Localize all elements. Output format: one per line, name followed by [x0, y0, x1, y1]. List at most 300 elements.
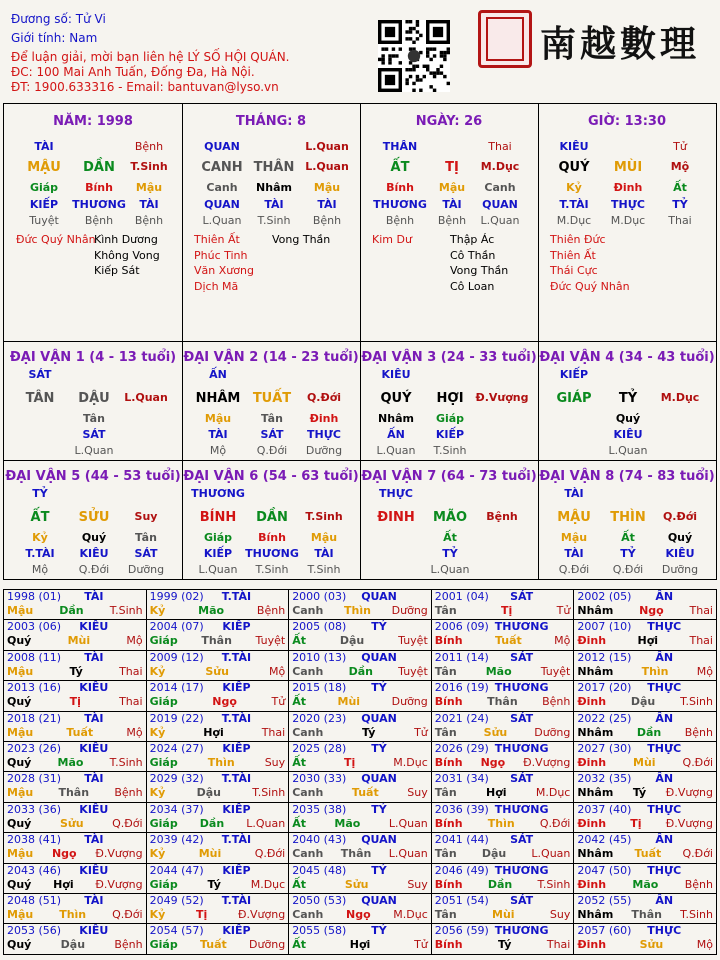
year-god: T.TÀI: [221, 772, 252, 786]
dai-van-title: ĐẠI VẬN 6 (54 - 63 tuổi): [183, 469, 359, 484]
table-row: [4, 620, 717, 650]
year-label: 2005 (08): [292, 620, 347, 634]
year-branch: Tý: [362, 725, 376, 739]
year-god: KIÊU: [79, 742, 109, 756]
year-god: QUAN: [361, 711, 397, 725]
dai-van-title: ĐẠI VẬN 5 (44 - 53 tuổi): [5, 469, 181, 484]
year-stage: Suy: [407, 877, 428, 891]
year-god: THỰC: [647, 924, 682, 938]
year-cell: [289, 742, 432, 772]
dai-van-value: Kỷ: [32, 531, 48, 544]
year-stage: L.Quan: [388, 847, 428, 861]
pillar-value: TÀI: [442, 198, 462, 211]
year-god: QUAN: [361, 833, 397, 847]
table-row: [4, 742, 717, 772]
pillar-value: THÂN: [382, 140, 418, 153]
dai-van-value: THÌN: [610, 510, 646, 525]
owner-label: Đương số:: [11, 12, 72, 26]
dai-van-value: QUÝ: [380, 391, 412, 406]
year-cell: [289, 620, 432, 650]
year-branch: Dậu: [339, 634, 365, 648]
year-god: THƯƠNG: [494, 620, 549, 634]
year-god: KIẾP: [222, 620, 251, 634]
year-god: THƯƠNG: [494, 742, 549, 756]
pillar-value: TÀI: [34, 140, 54, 153]
year-god: THƯƠNG: [494, 802, 549, 816]
year-label: 2008 (11): [7, 650, 62, 664]
year-label: 2012 (15): [577, 650, 632, 664]
year-stage: Tuyệt: [540, 664, 571, 678]
dai-van-value: Giáp: [435, 412, 465, 425]
year-cell: [4, 711, 147, 741]
year-branch: Tị: [501, 604, 513, 617]
year-stage: Mộ: [696, 938, 713, 952]
year-branch: Ngọ: [480, 756, 506, 770]
year-label: 2024 (27): [149, 742, 204, 756]
dai-van-value: L.Quan: [124, 391, 168, 404]
year-stem: Bính: [434, 756, 463, 770]
year-branch: Tuất: [66, 725, 94, 739]
table-row: [4, 924, 717, 955]
year-cell: [431, 924, 574, 955]
year-cell: [4, 650, 147, 680]
year-label: 2040 (43): [292, 833, 347, 847]
year-stem: Ất: [292, 634, 306, 648]
year-stage: T.Sinh: [680, 908, 713, 922]
year-branch: Tị: [69, 695, 81, 709]
star-name: Dịch Mã: [194, 279, 239, 293]
dai-van-value: SÁT: [134, 547, 158, 560]
year-god: QUAN: [361, 650, 397, 664]
year-stem: Quý: [7, 938, 32, 952]
year-branch: Sửu: [59, 816, 84, 830]
year-cell: [574, 924, 717, 955]
pillars-panel: [3, 103, 717, 580]
star-name: Đức Quý Nhân: [550, 279, 630, 293]
table-row: [4, 833, 717, 863]
year-label: 2051 (54): [434, 894, 489, 908]
year-label: 2041 (44): [434, 833, 489, 847]
year-label: 2028 (31): [7, 772, 62, 786]
year-stage: Thai: [119, 695, 143, 709]
year-branch: Hợi: [203, 725, 224, 739]
year-stage: Mộ: [554, 634, 571, 648]
year-god: TỶ: [371, 924, 387, 938]
year-stage: M.Dục: [535, 786, 571, 800]
year-branch: Mão: [334, 816, 361, 830]
year-branch: Thìn: [59, 908, 87, 922]
year-god: TÀI: [84, 711, 104, 725]
dai-van-title: ĐẠI VẬN 2 (14 - 23 tuổi): [183, 350, 359, 365]
year-stem: Quý: [7, 816, 32, 830]
year-cell: [574, 681, 717, 711]
year-stem: Tân: [434, 786, 457, 800]
year-god: TỶ: [371, 742, 387, 756]
year-stem: Tân: [434, 908, 457, 922]
year-branch: Tuất: [494, 634, 522, 648]
year-stage: Q.Đới: [112, 908, 143, 922]
year-cell: [431, 894, 574, 924]
pillar-stars-right: [94, 232, 160, 279]
dai-van-value: KIẾP: [435, 428, 465, 441]
year-label: 2014 (17): [149, 681, 204, 695]
dai-van-value: Đinh: [309, 412, 339, 425]
year-label: 2036 (39): [434, 802, 489, 816]
annual-fortune-table: [3, 589, 717, 955]
year-stage: Bệnh: [114, 786, 143, 800]
year-cell: [289, 924, 432, 955]
year-stem: Kỷ: [149, 725, 166, 739]
year-branch: Ngọ: [51, 847, 77, 861]
star-name: Cô Thần: [450, 248, 496, 262]
year-stem: Quý: [7, 695, 32, 709]
dai-van-value: L.Quan: [198, 563, 238, 576]
year-stem: Đinh: [577, 877, 607, 891]
dai-van-value: T.Sinh: [305, 510, 343, 523]
pillar-value: Mậu: [313, 181, 341, 194]
year-god: QUAN: [361, 590, 397, 603]
year-god: THỰC: [647, 620, 682, 634]
dai-van-value: TỶ: [620, 547, 636, 560]
year-label: 2019 (22): [149, 711, 204, 725]
year-stage: Q.Đới: [682, 756, 713, 770]
pillar-value: M.Dục: [610, 214, 646, 227]
dai-van-value: DẦN: [256, 510, 288, 525]
year-branch: Dần: [487, 877, 513, 891]
year-label: 2009 (12): [149, 650, 204, 664]
year-label: 2034 (37): [149, 802, 204, 816]
year-label: 2023 (26): [7, 742, 62, 756]
year-god: KIẾP: [222, 802, 251, 816]
year-god: TỶ: [371, 802, 387, 816]
year-god: THƯƠNG: [494, 681, 549, 695]
pillar-value: T.TÀI: [559, 198, 589, 211]
dai-van-value: T.TÀI: [25, 547, 55, 560]
dai-van-value: GIÁP: [556, 391, 592, 406]
year-stage: Tử: [414, 725, 428, 739]
year-stem: Đinh: [577, 634, 607, 648]
year-label: 2048 (51): [7, 894, 62, 908]
dai-van-value: Suy: [134, 510, 158, 523]
year-cell: [4, 590, 147, 620]
gender-value: Nam: [69, 31, 98, 45]
dai-van-value: Ất: [443, 531, 457, 544]
year-label: 2022 (25): [577, 711, 632, 725]
pillar-title: THÁNG: 8: [235, 114, 307, 129]
year-stage: Đ.Vượng: [665, 786, 713, 800]
pillar-value: CANH: [201, 160, 243, 175]
year-label: 2052 (55): [577, 894, 632, 908]
year-stage: M.Dục: [393, 908, 428, 922]
pillar-value: KIÊU: [559, 140, 589, 153]
year-label: 2054 (57): [149, 924, 204, 938]
year-stage: Thai: [689, 634, 713, 648]
year-stem: Canh: [292, 786, 324, 800]
year-label: 2042 (45): [577, 833, 632, 847]
dai-van-value: Nhâm: [378, 412, 414, 425]
year-stage: Dưỡng: [391, 695, 428, 709]
year-label: 2003 (06): [7, 620, 62, 634]
year-label: 2055 (58): [292, 924, 347, 938]
table-row: [4, 802, 717, 832]
year-label: 2016 (19): [434, 681, 489, 695]
year-god: SÁT: [510, 894, 534, 908]
dai-van-value: Tân: [261, 412, 283, 425]
dai-van-title: ĐẠI VẬN 1 (4 - 13 tuổi): [9, 350, 177, 365]
year-god: KIÊU: [79, 681, 109, 695]
pillar-value: Canh: [206, 181, 238, 194]
dai-van-value: THƯƠNG: [191, 487, 245, 500]
year-cell: [4, 894, 147, 924]
dai-van-value: Q.Đới: [558, 563, 590, 576]
year-stem: Canh: [292, 847, 324, 861]
contact-note: Để luận giải, mời bạn liên hệ LÝ SỐ HỘI QUÁN.: [11, 50, 290, 64]
year-stage: Tuyệt: [255, 634, 286, 648]
year-cell: [431, 863, 574, 893]
year-stage: Đ.Vượng: [237, 908, 286, 922]
year-label: 2056 (59): [434, 924, 489, 938]
year-cell: [289, 772, 432, 802]
year-stem: Bính: [434, 695, 463, 709]
year-label: 2029 (32): [149, 772, 204, 786]
year-stage: Mộ: [268, 664, 286, 678]
table-row: [4, 711, 717, 741]
qr-code-icon: [378, 20, 450, 92]
year-god: THỰC: [647, 742, 682, 756]
year-label: 2027 (30): [577, 742, 632, 756]
year-stem: Kỷ: [149, 664, 166, 678]
year-god: T.TÀI: [221, 650, 252, 664]
year-stem: Kỷ: [149, 786, 166, 800]
year-god: KIẾP: [222, 924, 251, 938]
dai-van-value: ĐINH: [377, 510, 415, 525]
year-cell: [146, 650, 289, 680]
year-cell: [146, 863, 289, 893]
year-stem: Kỷ: [149, 908, 166, 922]
pillar-value: Kỷ: [566, 181, 582, 194]
dai-van-value: Q.Đới: [662, 510, 698, 523]
year-label: 2002 (05): [577, 590, 632, 603]
pillar-value: THÂN: [253, 160, 295, 175]
year-stage: Thai: [119, 664, 143, 678]
dai-van-value: Q.Đới: [78, 563, 110, 576]
year-stem: Nhâm: [577, 786, 614, 800]
year-label: 2053 (56): [7, 924, 62, 938]
year-stem: Giáp: [149, 756, 178, 770]
year-branch: Dần: [59, 604, 84, 617]
year-branch: Dần: [348, 664, 373, 678]
year-branch: Thìn: [344, 604, 371, 617]
year-stem: Kỷ: [149, 604, 166, 617]
year-god: SÁT: [510, 650, 534, 664]
star-name: Thập Ác: [450, 233, 495, 246]
seal-icon: [478, 10, 532, 68]
year-cell: [146, 681, 289, 711]
year-stage: Q.Đới: [112, 816, 143, 830]
year-label: 2026 (29): [434, 742, 489, 756]
year-branch: Mùi: [492, 908, 515, 922]
dai-van-value: T.Sinh: [255, 563, 289, 576]
year-god: KIÊU: [79, 620, 109, 634]
pillar-value: MÙI: [613, 160, 643, 175]
dai-van-value: Tân: [83, 412, 105, 425]
dai-van-cell: [360, 461, 538, 580]
year-stage: T.Sinh: [537, 877, 571, 891]
year-god: KIẾP: [222, 742, 251, 756]
dai-van-value: Quý: [615, 412, 641, 425]
year-label: 2010 (13): [292, 650, 347, 664]
year-branch: Thân: [201, 634, 232, 648]
dai-van-cell: [360, 342, 538, 461]
pillar-value: Đinh: [613, 181, 643, 194]
year-god: TÀI: [84, 590, 104, 603]
dai-van-value: KIÊU: [613, 428, 643, 441]
pillar-value: Mậu: [438, 181, 466, 194]
year-god: T.TÀI: [221, 590, 252, 603]
year-god: T.TÀI: [221, 711, 252, 725]
year-stage: Q.Đới: [539, 816, 571, 830]
dai-van-value: ẤN: [209, 368, 227, 381]
year-god: ẤN: [655, 833, 674, 847]
year-stage: Đ.Vượng: [523, 756, 571, 770]
year-branch: Dậu: [60, 938, 86, 952]
pillar-value: QUÝ: [558, 160, 590, 175]
year-branch: Hợi: [53, 877, 74, 891]
year-stem: Mậu: [7, 908, 34, 922]
year-stem: Nhâm: [577, 664, 614, 678]
year-stem: Canh: [292, 664, 324, 678]
pillar-value: Bệnh: [312, 214, 342, 227]
dai-van-cell: [4, 342, 182, 461]
dai-van-value: KIÊU: [79, 547, 109, 560]
year-cell: [146, 802, 289, 832]
dai-van-value: TUẤT: [252, 391, 292, 406]
year-label: 2001 (04): [434, 590, 489, 603]
star-name: Thái Cực: [550, 264, 598, 277]
year-cell: [289, 590, 432, 620]
pillar-value: ẤT: [390, 160, 410, 175]
year-label: 2021 (24): [434, 711, 489, 725]
year-cell: [4, 802, 147, 832]
year-stage: Mộ: [696, 664, 713, 678]
pillar-cell: [538, 104, 716, 341]
year-god: ẤN: [655, 711, 674, 725]
year-stem: Giáp: [149, 695, 178, 709]
dai-van-value: Dưỡng: [127, 563, 165, 576]
year-branch: Thìn: [641, 664, 669, 678]
dai-van-value: TÀI: [314, 547, 334, 560]
pillar-value: Bệnh: [134, 140, 164, 153]
dai-van-cell: [182, 461, 360, 580]
year-cell: [574, 650, 717, 680]
year-stem: Tân: [434, 664, 457, 678]
dai-van-value: TÀI: [208, 428, 228, 441]
dai-van-value: KIÊU: [665, 547, 695, 560]
year-label: 2018 (21): [7, 711, 62, 725]
year-branch: Dậu: [481, 847, 507, 861]
year-cell: [431, 681, 574, 711]
year-god: THỰC: [647, 681, 682, 695]
dai-van-value: Dưỡng: [661, 563, 699, 576]
year-stem: Canh: [292, 604, 324, 617]
pillar-value: KIẾP: [29, 198, 59, 211]
year-stem: Quý: [7, 756, 32, 770]
logo-calligraphy: 南越數理: [540, 23, 701, 65]
year-god: KIẾP: [222, 681, 251, 695]
dai-van-cell: [538, 342, 716, 461]
pillar-value: T.Sinh: [257, 214, 291, 227]
contact-address: ĐC: 100 Mai Anh Tuấn, Đống Đa, Hà Nội.: [11, 65, 255, 79]
year-god: TÀI: [84, 894, 104, 908]
pillar-value: QUAN: [204, 198, 240, 211]
year-stage: Tử: [414, 938, 428, 952]
year-label: 2031 (34): [434, 772, 489, 786]
year-branch: Tuất: [351, 786, 379, 800]
year-label: 2044 (47): [149, 863, 204, 877]
pillar-value: Bệnh: [134, 214, 164, 227]
pillar-cell: [4, 104, 182, 341]
year-cell: [4, 833, 147, 863]
year-stage: L.Quan: [246, 816, 286, 830]
pillar-value: Thai: [668, 214, 692, 227]
year-label: 2025 (28): [292, 742, 347, 756]
year-stage: Tử: [271, 695, 286, 709]
pillar-cell: [182, 104, 360, 341]
star-name: Vong Thần: [272, 233, 331, 246]
star-name: Cô Loan: [450, 279, 495, 293]
year-stem: Tân: [434, 725, 457, 739]
year-god: ẤN: [655, 590, 674, 603]
star-name: Đức Quý Nhân: [16, 233, 96, 246]
year-cell: [4, 620, 147, 650]
year-stem: Canh: [292, 725, 324, 739]
year-cell: [574, 833, 717, 863]
dai-van-value: Mộ: [209, 444, 227, 457]
dai-van-value: Q.Đới: [256, 444, 288, 457]
dai-van-title: ĐẠI VẬN 3 (24 - 33 tuổi): [361, 350, 537, 365]
year-stage: T.Sinh: [680, 695, 713, 709]
year-cell: [4, 924, 147, 955]
dai-van-value: SÁT: [260, 428, 284, 441]
year-stage: Đ.Vượng: [95, 877, 143, 891]
year-god: TÀI: [84, 772, 104, 786]
year-stem: Mậu: [7, 664, 34, 678]
year-branch: Thân: [58, 786, 90, 800]
dai-van-value: Ất: [621, 531, 635, 544]
pillar-value: M.Dục: [480, 160, 520, 173]
year-stage: Suy: [407, 786, 428, 800]
year-god: SÁT: [510, 711, 534, 725]
pillar-value: T.Sinh: [130, 160, 168, 173]
year-god: SÁT: [510, 772, 534, 786]
year-stem: Mậu: [7, 604, 34, 617]
dai-van-value: Quý: [81, 531, 107, 544]
year-label: 2032 (35): [577, 772, 632, 786]
pillar-value: M.Dục: [556, 214, 592, 227]
pillar-value: Bệnh: [385, 214, 415, 227]
year-stage: M.Dục: [250, 877, 286, 891]
year-stage: T.Sinh: [252, 786, 286, 800]
year-cell: [431, 833, 574, 863]
year-label: 2015 (18): [292, 681, 347, 695]
year-label: 2049 (52): [149, 894, 204, 908]
year-label: 2043 (46): [7, 863, 62, 877]
year-cell: [431, 772, 574, 802]
year-stage: Mộ: [126, 725, 143, 739]
year-stage: Thai: [689, 604, 713, 617]
year-label: 2017 (20): [577, 681, 632, 695]
year-branch: Thìn: [207, 756, 235, 770]
